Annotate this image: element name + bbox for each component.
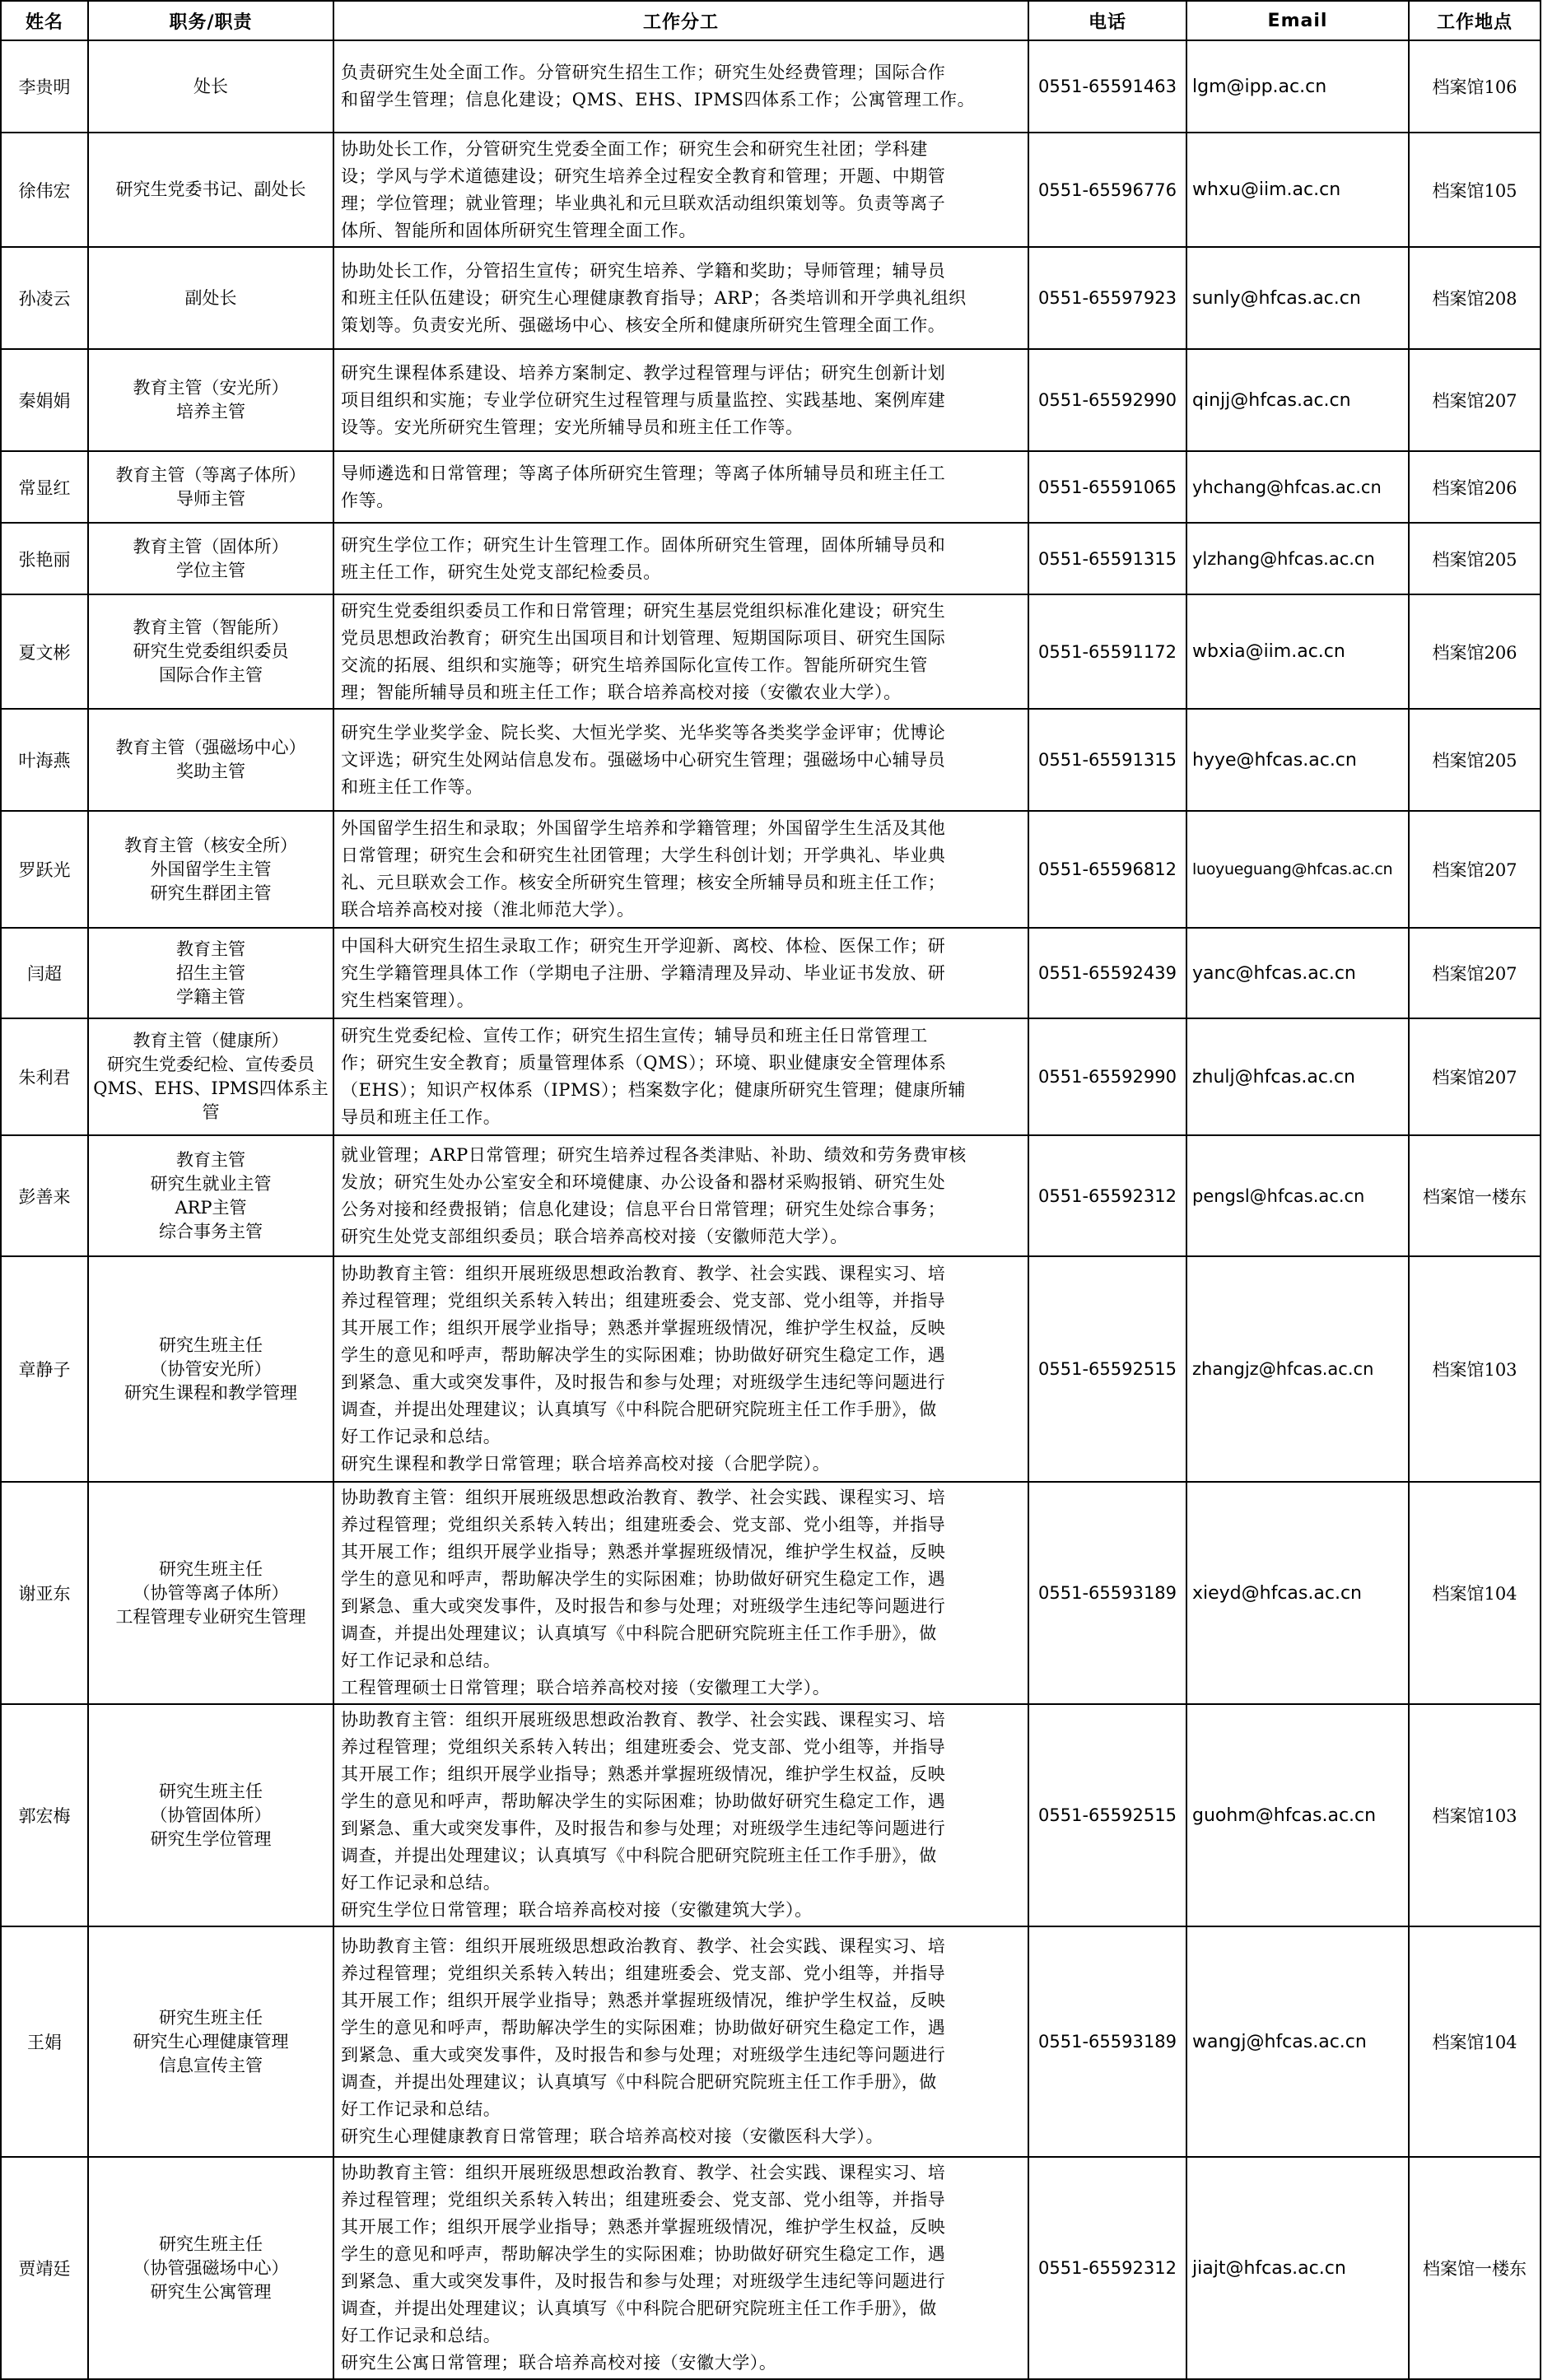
duty-line: 其开展工作；组织开展学业指导；熟悉并掌握班级情况，维护学生权益，反映 bbox=[341, 2217, 946, 2237]
duty-line: 日常管理；研究生会和研究生社团管理；大学生科创计划；开学典礼、毕业典 bbox=[341, 845, 946, 865]
role-line: ARP主管 bbox=[175, 1197, 247, 1218]
role-line: （协管安光所） bbox=[150, 1358, 272, 1379]
duty-line: 调查，并提出处理建议；认真填写《中科院合肥研究院班主任工作手册》，做 bbox=[341, 1400, 937, 1419]
cell-email[interactable]: xieyd@hfcas.ac.cn bbox=[1186, 1482, 1409, 1704]
role-line: 培养主管 bbox=[176, 402, 245, 422]
cell-email[interactable]: whxu@iim.ac.cn bbox=[1186, 133, 1409, 247]
cell-name: 闫超 bbox=[1, 928, 88, 1018]
cell-phone: 0551-65593189 bbox=[1028, 1482, 1186, 1704]
duty-line: 和班主任工作等。 bbox=[341, 776, 483, 797]
cell-location: 档案馆105 bbox=[1409, 133, 1541, 247]
cell-duty bbox=[333, 594, 1028, 709]
cell-location: 档案馆206 bbox=[1409, 451, 1541, 523]
cell-duty bbox=[333, 2157, 1028, 2379]
duty-line: 养过程管理；党组织关系转入转出；组建班委会、党支部、党小组等，并指导 bbox=[341, 1291, 946, 1311]
cell-email[interactable]: sunly@hfcas.ac.cn bbox=[1186, 247, 1409, 349]
role-line: 教育主管（智能所） bbox=[133, 617, 289, 637]
cell-role bbox=[88, 709, 333, 811]
table-row bbox=[1, 1482, 1541, 1704]
cell-name: 夏文彬 bbox=[1, 594, 88, 709]
cell-duty bbox=[333, 709, 1028, 811]
cell-role bbox=[88, 594, 333, 709]
duty-line: 设等。安光所研究生管理；安光所辅导员和班主任工作等。 bbox=[341, 417, 804, 437]
duty-line: 研究生公寓日常管理；联合培养高校对接（安徽大学）。 bbox=[341, 2353, 777, 2373]
cell-email[interactable]: pengsl@hfcas.ac.cn bbox=[1186, 1135, 1409, 1256]
cell-phone: 0551-65596812 bbox=[1028, 811, 1186, 928]
role-line: 教育主管（等离子体所） bbox=[115, 464, 306, 485]
cell-phone: 0551-65592515 bbox=[1028, 1704, 1186, 1926]
duty-line: 其开展工作；组织开展学业指导；熟悉并掌握班级情况，维护学生权益，反映 bbox=[341, 1542, 946, 1562]
role-line: 信息宣传主管 bbox=[159, 2055, 263, 2075]
cell-name: 谢亚东 bbox=[1, 1482, 88, 1704]
duty-line: 学生的意见和呼声，帮助解决学生的实际困难；协助做好研究生稳定工作，遇 bbox=[341, 2018, 946, 2038]
cell-email[interactable]: yhchang@hfcas.ac.cn bbox=[1186, 451, 1409, 523]
duty-line: 文评选；研究生处网站信息发布。强磁场中心研究生管理；强磁场中心辅导员 bbox=[341, 749, 946, 770]
role-line: 研究生班主任 bbox=[159, 2233, 263, 2254]
role-line: 国际合作主管 bbox=[159, 665, 263, 685]
header-phone: 电话 bbox=[1028, 1, 1186, 40]
cell-role bbox=[88, 1018, 333, 1135]
duty-line: 作等。 bbox=[341, 490, 394, 510]
role-line: 研究生公寓管理 bbox=[150, 2281, 272, 2302]
duty-line: 养过程管理；党组织关系转入转出；组建班委会、党支部、党小组等，并指导 bbox=[341, 1963, 946, 1983]
role-line: （协管强磁场中心） bbox=[133, 2257, 289, 2278]
role-line: 教育主管 bbox=[176, 938, 245, 959]
role-line: 综合事务主管 bbox=[159, 1221, 263, 1241]
cell-location: 档案馆一楼东 bbox=[1409, 2157, 1541, 2379]
cell-location: 档案馆207 bbox=[1409, 811, 1541, 928]
cell-role bbox=[88, 1482, 333, 1704]
role-line: 外国留学生主管 bbox=[150, 859, 272, 879]
cell-email[interactable]: guohm@hfcas.ac.cn bbox=[1186, 1704, 1409, 1926]
cell-role bbox=[88, 523, 333, 594]
cell-role bbox=[88, 40, 333, 133]
cell-email[interactable]: ylzhang@hfcas.ac.cn bbox=[1186, 523, 1409, 594]
duty-line: 设；学风与学术道德建设；研究生培养全过程安全教育和管理；开题、中期管 bbox=[341, 165, 946, 186]
duty-line: 学生的意见和呼声，帮助解决学生的实际困难；协助做好研究生稳定工作，遇 bbox=[341, 1345, 946, 1365]
duty-line: 协助教育主管：组织开展班级思想政治教育、教学、社会实践、课程实习、培 bbox=[341, 1488, 946, 1507]
duty-line: 到紧急、重大或突发事件，及时报告和参与处理；对班级学生违纪等问题进行 bbox=[341, 1372, 946, 1392]
header-row bbox=[1, 1, 1541, 40]
cell-duty bbox=[333, 1135, 1028, 1256]
cell-role bbox=[88, 349, 333, 451]
cell-duty bbox=[333, 247, 1028, 349]
cell-email[interactable]: jiajt@hfcas.ac.cn bbox=[1186, 2157, 1409, 2379]
duty-line: 协助教育主管：组织开展班级思想政治教育、教学、社会实践、课程实习、培 bbox=[341, 1936, 946, 1956]
cell-email[interactable]: yanc@hfcas.ac.cn bbox=[1186, 928, 1409, 1018]
cell-role bbox=[88, 928, 333, 1018]
header-name: 姓名 bbox=[1, 1, 88, 40]
duty-line: 到紧急、重大或突发事件，及时报告和参与处理；对班级学生违纪等问题进行 bbox=[341, 2045, 946, 2065]
duty-line: 究生档案管理）。 bbox=[341, 990, 475, 1010]
duty-line: 协助教育主管：组织开展班级思想政治教育、教学、社会实践、课程实习、培 bbox=[341, 1710, 946, 1730]
duty-line: 学生的意见和呼声，帮助解决学生的实际困难；协助做好研究生稳定工作，遇 bbox=[341, 2244, 946, 2264]
duty-line: 到紧急、重大或突发事件，及时报告和参与处理；对班级学生违纪等问题进行 bbox=[341, 1596, 946, 1616]
duty-line: 联合培养高校对接（淮北师范大学）。 bbox=[341, 900, 635, 920]
duty-line: 和班主任队伍建设；研究生心理健康教育指导；ARP；各类培训和开学典礼组织 bbox=[341, 287, 967, 308]
cell-location: 档案馆103 bbox=[1409, 1256, 1541, 1482]
duty-line: 礼、元旦联欢会工作。核安全所研究生管理；核安全所辅导员和班主任工作； bbox=[341, 873, 946, 892]
cell-location: 档案馆207 bbox=[1409, 349, 1541, 451]
cell-name: 王娟 bbox=[1, 1926, 88, 2157]
cell-email[interactable]: zhulj@hfcas.ac.cn bbox=[1186, 1018, 1409, 1135]
duty-line: 养过程管理；党组织关系转入转出；组建班委会、党支部、党小组等，并指导 bbox=[341, 1737, 946, 1757]
role-line: 招生主管 bbox=[176, 962, 245, 983]
duty-line: 研究生学业奖学金、院长奖、大恒光学奖、光华奖等各类奖学金评审；优博论 bbox=[341, 722, 946, 743]
cell-role bbox=[88, 1256, 333, 1482]
cell-role bbox=[88, 2157, 333, 2379]
duty-line: 好工作记录和总结。 bbox=[341, 1651, 501, 1670]
cell-duty bbox=[333, 1018, 1028, 1135]
cell-location: 档案馆103 bbox=[1409, 1704, 1541, 1926]
role-line: 学籍主管 bbox=[176, 986, 245, 1007]
cell-email[interactable]: qinjj@hfcas.ac.cn bbox=[1186, 349, 1409, 451]
duty-line: 调查，并提出处理建议；认真填写《中科院合肥研究院班主任工作手册》，做 bbox=[341, 2298, 937, 2318]
table-row bbox=[1, 133, 1541, 247]
duty-line: 养过程管理；党组织关系转入转出；组建班委会、党支部、党小组等，并指导 bbox=[341, 1515, 946, 1535]
duty-line: 学生的意见和呼声，帮助解决学生的实际困难；协助做好研究生稳定工作，遇 bbox=[341, 1791, 946, 1811]
role-line: 研究生学位管理 bbox=[150, 1828, 272, 1849]
duty-line: 负责研究生处全面工作。分管研究生招生工作；研究生处经费管理；国际合作 bbox=[341, 63, 946, 82]
cell-location: 档案馆206 bbox=[1409, 594, 1541, 709]
header-role: 职务/职责 bbox=[88, 1, 333, 40]
table-body bbox=[1, 40, 1541, 2379]
role-line: 工程管理专业研究生管理 bbox=[115, 1606, 306, 1627]
role-line: 研究生党委纪检、宣传委员 bbox=[107, 1055, 315, 1074]
duty-line: 其开展工作；组织开展学业指导；熟悉并掌握班级情况，维护学生权益，反映 bbox=[341, 1318, 946, 1338]
cell-name: 孙凌云 bbox=[1, 247, 88, 349]
duty-line: 研究生学位日常管理；联合培养高校对接（安徽建筑大学）。 bbox=[341, 1900, 813, 1920]
duty-line: 作；研究生安全教育；质量管理体系（QMS）；环境、职业健康安全管理体系 bbox=[341, 1053, 947, 1073]
duty-line: 交流的拓展、组织和实施等；研究生培养国际化宣传工作。智能所研究生管 bbox=[341, 654, 928, 675]
role-line: 研究生班主任 bbox=[159, 1334, 263, 1355]
cell-duty bbox=[333, 523, 1028, 594]
table-row bbox=[1, 523, 1541, 594]
role-line: 处长 bbox=[193, 76, 228, 96]
role-line: 研究生课程和教学管理 bbox=[124, 1382, 297, 1403]
cell-location: 档案馆205 bbox=[1409, 523, 1541, 594]
cell-duty bbox=[333, 928, 1028, 1018]
cell-role bbox=[88, 247, 333, 349]
cell-name: 彭善来 bbox=[1, 1135, 88, 1256]
role-line: 教育主管（固体所） bbox=[133, 536, 289, 557]
role-line: 教育主管（强磁场中心） bbox=[115, 738, 306, 757]
duty-line: 党员思想政治教育；研究生出国项目和计划管理、短期国际项目、研究生国际 bbox=[341, 627, 946, 648]
duty-line: 研究生课程和教学日常管理；联合培养高校对接（合肥学院）。 bbox=[341, 1454, 831, 1474]
duty-line: 就业管理；ARP日常管理；研究生培养过程各类津贴、补助、绩效和劳务费审核 bbox=[341, 1144, 967, 1165]
cell-duty bbox=[333, 133, 1028, 247]
cell-location: 档案馆104 bbox=[1409, 1926, 1541, 2157]
table-row bbox=[1, 1704, 1541, 1926]
duty-line: 中国科大研究生招生录取工作；研究生开学迎新、离校、体检、医保工作；研 bbox=[341, 935, 946, 956]
duty-line: 到紧急、重大或突发事件，及时报告和参与处理；对班级学生违纪等问题进行 bbox=[341, 1819, 946, 1838]
table-row bbox=[1, 1018, 1541, 1135]
table-row bbox=[1, 1256, 1541, 1482]
cell-role bbox=[88, 451, 333, 523]
role-line: 研究生群团主管 bbox=[150, 883, 272, 903]
duty-line: 和留学生管理；信息化建设；QMS、EHS、IPMS四体系工作；公寓管理工作。 bbox=[341, 90, 976, 109]
cell-location: 档案馆205 bbox=[1409, 709, 1541, 811]
duty-line: 好工作记录和总结。 bbox=[341, 2099, 501, 2119]
table-row bbox=[1, 451, 1541, 523]
cell-name: 常显红 bbox=[1, 451, 88, 523]
cell-name: 贾靖廷 bbox=[1, 2157, 88, 2379]
duty-line: （EHS）；知识产权体系（IPMS）；档案数字化；健康所研究生管理；健康所辅 bbox=[341, 1080, 967, 1100]
cell-name: 徐伟宏 bbox=[1, 133, 88, 247]
duty-line: 协助处长工作，分管招生宣传；研究生培养、学籍和奖助；导师管理；辅导员 bbox=[341, 260, 946, 281]
cell-email[interactable]: wbxia@iim.ac.cn bbox=[1186, 594, 1409, 709]
table-row bbox=[1, 247, 1541, 349]
cell-phone: 0551-65591065 bbox=[1028, 451, 1186, 523]
cell-role bbox=[88, 133, 333, 247]
table-row bbox=[1, 40, 1541, 133]
cell-name: 罗跃光 bbox=[1, 811, 88, 928]
cell-phone: 0551-65591315 bbox=[1028, 709, 1186, 811]
table-row bbox=[1, 594, 1541, 709]
cell-name: 叶海燕 bbox=[1, 709, 88, 811]
cell-phone: 0551-65591463 bbox=[1028, 40, 1186, 133]
cell-duty bbox=[333, 1704, 1028, 1926]
cell-email[interactable]: wangj@hfcas.ac.cn bbox=[1186, 1926, 1409, 2157]
duty-line: 调查，并提出处理建议；认真填写《中科院合肥研究院班主任工作手册》，做 bbox=[341, 1846, 937, 1865]
header-location: 工作地点 bbox=[1409, 1, 1541, 40]
role-line: QMS、EHS、IPMS四体系主管 bbox=[93, 1078, 329, 1122]
cell-location: 档案馆106 bbox=[1409, 40, 1541, 133]
duty-line: 养过程管理；党组织关系转入转出；组建班委会、党支部、党小组等，并指导 bbox=[341, 2190, 946, 2210]
cell-duty bbox=[333, 349, 1028, 451]
cell-phone: 0551-65591172 bbox=[1028, 594, 1186, 709]
role-line: 教育主管 bbox=[176, 1149, 245, 1170]
table-row bbox=[1, 2157, 1541, 2379]
duty-line: 体所、智能所和固体所研究生管理全面工作。 bbox=[341, 220, 697, 240]
cell-role bbox=[88, 1135, 333, 1256]
duty-line: 究生学籍管理具体工作（学期电子注册、学籍清理及异动、毕业证书发放、研 bbox=[341, 962, 946, 983]
cell-duty bbox=[333, 811, 1028, 928]
role-line: 研究生就业主管 bbox=[150, 1173, 272, 1194]
cell-phone: 0551-65597923 bbox=[1028, 247, 1186, 349]
cell-phone: 0551-65592312 bbox=[1028, 2157, 1186, 2379]
cell-role bbox=[88, 1704, 333, 1926]
duty-line: 协助教育主管：组织开展班级思想政治教育、教学、社会实践、课程实习、培 bbox=[341, 2163, 946, 2182]
role-line: 学位主管 bbox=[176, 560, 245, 580]
duty-line: 其开展工作；组织开展学业指导；熟悉并掌握班级情况，维护学生权益，反映 bbox=[341, 1991, 946, 2010]
cell-email[interactable]: hyye@hfcas.ac.cn bbox=[1186, 709, 1409, 811]
cell-duty bbox=[333, 1256, 1028, 1482]
cell-email[interactable]: zhangjz@hfcas.ac.cn bbox=[1186, 1256, 1409, 1482]
cell-name: 张艳丽 bbox=[1, 523, 88, 594]
duty-line: 好工作记录和总结。 bbox=[341, 2326, 501, 2345]
cell-name: 秦娟娟 bbox=[1, 349, 88, 451]
duty-line: 导师遴选和日常管理；等离子体所研究生管理；等离子体所辅导员和班主任工 bbox=[341, 463, 946, 483]
role-line: 研究生党委组织委员 bbox=[133, 641, 289, 661]
cell-phone: 0551-65592990 bbox=[1028, 349, 1186, 451]
duty-line: 调查，并提出处理建议；认真填写《中科院合肥研究院班主任工作手册》，做 bbox=[341, 2072, 937, 2092]
role-line: 导师主管 bbox=[176, 488, 245, 509]
duty-line: 发放；研究生处办公室安全和环境健康、办公设备和器材采购报销、研究生处 bbox=[341, 1171, 946, 1192]
role-line: 研究生班主任 bbox=[159, 2007, 263, 2028]
duty-line: 调查，并提出处理建议；认真填写《中科院合肥研究院班主任工作手册》，做 bbox=[341, 1623, 937, 1643]
duty-line: 理；学位管理；就业管理；毕业典礼和元旦联欢活动组织策划等。负责等离子 bbox=[341, 193, 946, 213]
role-line: 教育主管（健康所） bbox=[133, 1031, 289, 1050]
duty-line: 其开展工作；组织开展学业指导；熟悉并掌握班级情况，维护学生权益，反映 bbox=[341, 1764, 946, 1784]
cell-phone: 0551-65592515 bbox=[1028, 1256, 1186, 1482]
cell-name: 朱利君 bbox=[1, 1018, 88, 1135]
duty-line: 到紧急、重大或突发事件，及时报告和参与处理；对班级学生违纪等问题进行 bbox=[341, 2271, 946, 2291]
duty-line: 研究生学位工作；研究生计生管理工作。固体所研究生管理，固体所辅导员和 bbox=[341, 534, 946, 555]
header-duty: 工作分工 bbox=[333, 1, 1028, 40]
cell-duty bbox=[333, 40, 1028, 133]
role-line: （协管等离子体所） bbox=[133, 1582, 289, 1603]
role-line: 奖助主管 bbox=[176, 762, 245, 781]
cell-phone: 0551-65592312 bbox=[1028, 1135, 1186, 1256]
table-row bbox=[1, 349, 1541, 451]
cell-location: 档案馆208 bbox=[1409, 247, 1541, 349]
role-line: 研究生心理健康管理 bbox=[133, 2031, 289, 2052]
cell-phone: 0551-65596776 bbox=[1028, 133, 1186, 247]
duty-line: 好工作记录和总结。 bbox=[341, 1427, 501, 1446]
cell-name: 章静子 bbox=[1, 1256, 88, 1482]
table-row bbox=[1, 1135, 1541, 1256]
cell-phone: 0551-65592990 bbox=[1028, 1018, 1186, 1135]
duty-line: 公务对接和经费报销；信息化建设；信息平台日常管理；研究生处综合事务； bbox=[341, 1199, 946, 1219]
duty-line: 学生的意见和呼声，帮助解决学生的实际困难；协助做好研究生稳定工作，遇 bbox=[341, 1569, 946, 1589]
cell-location: 档案馆207 bbox=[1409, 1018, 1541, 1135]
role-line: 研究生班主任 bbox=[159, 1558, 263, 1579]
cell-phone: 0551-65593189 bbox=[1028, 1926, 1186, 2157]
role-line: （协管固体所） bbox=[150, 1805, 272, 1825]
cell-location: 档案馆104 bbox=[1409, 1482, 1541, 1704]
duty-line: 项目组织和实施；专业学位研究生过程管理与质量监控、实践基地、案例库建 bbox=[341, 389, 946, 410]
table-row bbox=[1, 1926, 1541, 2157]
table-row bbox=[1, 709, 1541, 811]
duty-line: 研究生心理健康教育日常管理；联合培养高校对接（安徽医科大学）。 bbox=[341, 2126, 884, 2146]
duty-line: 理；智能所辅导员和班主任工作；联合培养高校对接（安徽农业大学）。 bbox=[341, 682, 902, 702]
role-line: 研究生党委书记、副处长 bbox=[115, 179, 306, 199]
cell-phone: 0551-65591315 bbox=[1028, 523, 1186, 594]
duty-line: 策划等。负责安光所、强磁场中心、核安全所和健康所研究生管理全面工作。 bbox=[341, 314, 946, 335]
role-line: 研究生班主任 bbox=[159, 1781, 263, 1801]
cell-email[interactable]: lgm@ipp.ac.cn bbox=[1186, 40, 1409, 133]
duty-line: 协助教育主管：组织开展班级思想政治教育、教学、社会实践、课程实习、培 bbox=[341, 1264, 946, 1283]
duty-line: 研究生党委纪检、宣传工作；研究生招生宣传；辅导员和班主任日常管理工 bbox=[341, 1026, 928, 1046]
duty-line: 好工作记录和总结。 bbox=[341, 1873, 501, 1893]
cell-email[interactable]: luoyueguang@hfcas.ac.cn bbox=[1186, 811, 1409, 928]
table-row bbox=[1, 811, 1541, 928]
role-line: 副处长 bbox=[184, 287, 237, 308]
duty-line: 研究生课程体系建设、培养方案制定、教学过程管理与评估；研究生创新计划 bbox=[341, 362, 946, 383]
duty-line: 协助处长工作，分管研究生党委全面工作；研究生会和研究生社团；学科建 bbox=[341, 138, 928, 159]
cell-location: 档案馆207 bbox=[1409, 928, 1541, 1018]
role-line: 教育主管（安光所） bbox=[133, 378, 289, 398]
cell-location: 档案馆一楼东 bbox=[1409, 1135, 1541, 1256]
cell-name: 李贵明 bbox=[1, 40, 88, 133]
cell-phone: 0551-65592439 bbox=[1028, 928, 1186, 1018]
duty-line: 研究生党委组织委员工作和日常管理；研究生基层党组织标准化建设；研究生 bbox=[341, 600, 946, 621]
cell-name: 郭宏梅 bbox=[1, 1704, 88, 1926]
cell-role bbox=[88, 811, 333, 928]
duty-line: 外国留学生招生和录取；外国留学生培养和学籍管理；外国留学生生活及其他 bbox=[341, 818, 946, 838]
table-row bbox=[1, 928, 1541, 1018]
duty-line: 研究生处党支部组织委员；联合培养高校对接（安徽师范大学）。 bbox=[341, 1226, 848, 1246]
cell-role bbox=[88, 1926, 333, 2157]
header-email: Email bbox=[1186, 1, 1409, 40]
cell-duty bbox=[333, 1926, 1028, 2157]
duty-line: 工程管理硕士日常管理；联合培养高校对接（安徽理工大学）。 bbox=[341, 1678, 831, 1698]
duty-line: 班主任工作，研究生处党支部纪检委员。 bbox=[341, 561, 661, 582]
role-line: 教育主管（核安全所） bbox=[124, 835, 297, 855]
cell-duty bbox=[333, 451, 1028, 523]
cell-duty bbox=[333, 1482, 1028, 1704]
duty-line: 导员和班主任工作。 bbox=[341, 1107, 501, 1127]
